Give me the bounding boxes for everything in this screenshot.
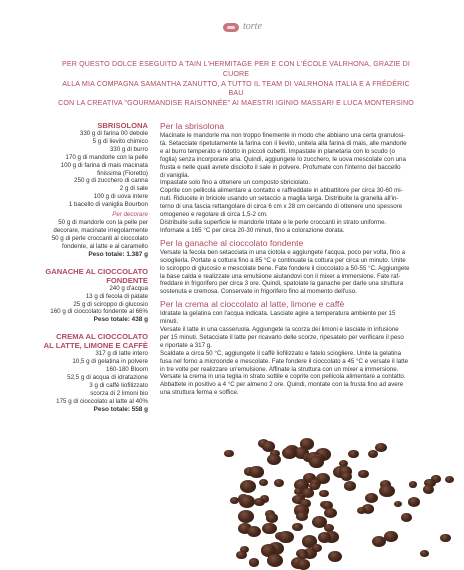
tag-icon xyxy=(223,23,239,32)
intro-line: ALLA MIA COMPAGNA SAMANTHA ZANUTTO, A TUTTO IL TEAM DI VALRHONA ITALIA E A FRÉDÉRIC BAU xyxy=(62,79,410,98)
ingredient-block-ganache xyxy=(24,267,148,325)
method-line: Distribuite sulla superficie le mandorle tritate e le perle croccanti in strato uniforme. xyxy=(160,218,387,226)
method-line: Scaldate a circa 50 °C, aggiungete il caffè liofilizzato e fatelo sciogliere. Unite la gelatina xyxy=(160,349,402,357)
method-line: una struttura ferma e soffice. xyxy=(160,389,239,397)
chocolate-drop xyxy=(379,485,395,497)
method-line: Abbattete in positivo a 4 °C per almeno 2 ore. Quindi, montate con la frusta fino ad avere xyxy=(160,381,404,389)
ingredient-title: SBRISOLONA xyxy=(97,121,148,130)
chocolate-drop xyxy=(409,481,418,488)
ingredient-line: 317 g di latte intero xyxy=(95,350,148,358)
ingredients-column xyxy=(24,121,148,414)
ingredient-line: 160-180 Bloom xyxy=(106,366,148,374)
ingredient-line: 13 g di fecola di patate xyxy=(85,292,148,300)
method-line: tà. Setacciate ripetutamente la farina con il lievito, unitela alla farina di mais, alle mandorle xyxy=(160,139,407,147)
ingredient-line: 330 g di burro xyxy=(109,145,148,153)
chocolate-drop xyxy=(341,472,353,481)
chocolate-drop xyxy=(266,513,278,522)
ingredient-line: 50 g di mandorle con la pelle per xyxy=(58,219,148,227)
ingredient-total: Peso totale: 1.387 g xyxy=(88,250,148,258)
ingredient-line: 170 g di mandorle con la pelle xyxy=(65,153,148,161)
ingredient-title: FONDENTE xyxy=(106,275,148,285)
chocolate-drop xyxy=(296,512,308,522)
section-title: torte xyxy=(243,21,262,32)
intro-line: CON LA CREATIVA "GOURMANDISE RAISONNÉE" AI MAESTRI IGINIO MASSARI E LUCA MONTERSINO xyxy=(58,99,414,108)
ingredient-line: 3 g di caffè liofilizzato xyxy=(89,381,148,389)
method-line: Macinate le mandorle ma non troppo finemente in modo che abbiano una certa granulosi- xyxy=(160,132,406,139)
chocolate-drop xyxy=(247,526,261,537)
method-line: sostenuta e cremosa. Conservate in frigorifero fino al momento dell'uso. xyxy=(160,288,357,296)
method-line: Coprite con pellicola alimentare a contatto e raffreddate in abbattitore per circa 30-60 mi- xyxy=(160,187,403,195)
ingredient-line: 52,5 g di acqua di idratazione xyxy=(67,374,148,382)
chocolate-drop xyxy=(445,476,455,484)
chocolate-drop xyxy=(420,550,428,557)
intro-line: PER QUESTO DOLCE ESEGUITO A TAIN L'HERMITAGE PER E CON L'ÉCOLE VALRHONA, GRAZIE DI CUORE xyxy=(61,60,411,78)
method-heading: Per la ganache al cioccolato fondente xyxy=(160,237,304,248)
method-line: frusta e nelle quali avrete disciolto il sale in polvere. Profumate con l'interno del baccello xyxy=(160,163,401,171)
chocolate-drop xyxy=(394,501,402,508)
chocolate-drop xyxy=(365,493,377,503)
method-line: terno di una fascia rettangolare di circa 6 cm x 28 cm cercando di ottenere uno spessore xyxy=(160,203,403,211)
method-line: freddare in frigorifero per circa 3 ore. Quindi, spatolate la ganache per darle una struttura xyxy=(160,280,404,288)
method-line: e al burro temperato e ridotto in piccoli cubetti. Impastate in planetaria con lo scudo (o xyxy=(160,147,395,155)
method-line: foglia) senza incorporare aria. Quindi, aggiungete lo zucchero, le uova mescolate con una xyxy=(160,155,406,163)
method-line: lo sciroppo di glucosio e mescolate bene. Fate fondere il cioccolato a 50-55 °C. Aggiungete xyxy=(160,264,410,272)
chocolate-drop xyxy=(249,558,259,566)
chocolate-drop xyxy=(358,470,369,479)
chocolate-drop xyxy=(224,450,233,458)
method-heading: Per la sbrisolona xyxy=(160,121,225,131)
chocolate-drop xyxy=(282,447,297,459)
chocolate-drop xyxy=(254,498,265,507)
method-section-ganache xyxy=(160,238,442,296)
ingredient-line: 10,5 g di gelatina in polvere xyxy=(72,358,148,366)
ingredient-line: 160 g di cioccolato fondente al 66% xyxy=(50,308,148,316)
chocolate-drop xyxy=(344,481,356,491)
method-line: per 15 minuti. Setacciate il latte per ricavarlo delle scorze, ripesatelo per verificare il peso xyxy=(160,333,404,341)
method-line: Infornate a 165 °C per circa 20-30 minuti, fino a colorazione dorata. xyxy=(160,226,345,234)
chocolate-drop xyxy=(239,495,255,508)
method-line: omogeneo e regolare di circa 1,5-2 cm. xyxy=(160,211,268,219)
chocolate-drop xyxy=(372,536,386,547)
ingredient-line: 25 g di sciroppo di glucosio xyxy=(73,300,148,308)
chocolate-drop xyxy=(249,466,263,477)
ingredient-line: 250 g di zucchero di canna xyxy=(74,177,148,185)
page-header xyxy=(0,21,464,35)
chocolate-drop xyxy=(236,551,247,560)
ingredient-total: Peso totale: 558 g xyxy=(93,405,148,413)
chocolate-drop xyxy=(259,479,268,486)
ingredient-block-sbrisolona xyxy=(24,121,148,259)
method-line: Versate la fecola ben setacciata in una ciotola e aggiungete l'acqua, poco per volta, fino a xyxy=(160,248,406,256)
method-line: Impastate solo fino a ottenere un composto sbriciolato. xyxy=(160,179,310,187)
ingredient-line: finissima (Fioretto) xyxy=(97,169,148,177)
ingredient-title: AL LATTE, LIMONE E CAFFÈ xyxy=(43,341,148,351)
chocolate-drops-photo xyxy=(180,418,464,565)
chocolate-drop xyxy=(278,531,293,543)
chocolate-drop xyxy=(324,508,336,518)
ingredient-line: 240 g d'acqua xyxy=(109,284,148,292)
chocolate-drop xyxy=(238,510,254,523)
method-section-crema xyxy=(160,299,442,397)
chocolate-drop xyxy=(440,534,451,543)
chocolate-drop xyxy=(408,497,421,507)
chocolate-drop xyxy=(319,490,329,498)
ingredient-total: Peso totale: 438 g xyxy=(93,316,148,324)
method-line: minuti. xyxy=(160,318,179,326)
method-line: di vaniglia. xyxy=(160,171,190,179)
chocolate-drop xyxy=(292,523,303,532)
ingredient-line: 1 bacello di vaniglia Bourbon xyxy=(68,201,148,209)
method-line: nuti. Riducete in briciole usando un setaccio a maglia larga. Distribuite la granella all'in- xyxy=(160,195,399,203)
chocolate-drop xyxy=(348,450,358,458)
chocolate-drop xyxy=(262,523,276,534)
ingredient-line: 175 g di cioccolato al latte al 40% xyxy=(56,397,148,405)
method-column xyxy=(160,121,442,397)
ingredient-line: scorza di 2 limoni bio xyxy=(90,389,148,397)
method-line: e riportate a 317 g. xyxy=(160,341,212,349)
ingredient-title: CREMA AL CIOCCOLATO xyxy=(56,332,148,342)
method-line: Versate la crema in una teglia in strato sottile e coprite con pellicola alimentare a contatto. xyxy=(160,373,406,381)
method-heading: Per la crema al cioccolato al latte, limone e caffè xyxy=(160,299,345,310)
ingredient-line: fondente, al latte e al caramello xyxy=(62,242,148,250)
chocolate-drop xyxy=(401,513,412,522)
chocolate-drop xyxy=(274,479,284,487)
chocolate-drop xyxy=(423,485,434,494)
ingredient-line: 330 g di farina 00 debole xyxy=(79,130,148,137)
ingredient-subtitle: Per decorare xyxy=(112,211,148,219)
chocolate-drop xyxy=(309,456,323,468)
ingredient-title: GANACHE AL CIOCCOLATO xyxy=(45,266,148,276)
ingredient-line: decorare, macinate irregolarmente xyxy=(53,226,148,234)
chocolate-drop xyxy=(328,551,342,562)
method-line: Idratate la gelatina con l'acqua indicata. Lasciate agire a temperatura ambiente per 15 xyxy=(160,310,396,318)
method-line: in tre volte per realizzare un'emulsione. Affinate la struttura con un mixer a immersione. xyxy=(160,365,399,373)
chocolate-drop xyxy=(230,497,239,504)
intro-dedication xyxy=(56,60,416,109)
ingredient-block-crema xyxy=(24,332,148,413)
method-line: fusa nel forno a microonde e mescolate. Fate fondere il cioccolato a 45 °C e versate il latte xyxy=(160,357,409,365)
ingredient-line: 50 g di perle croccanti al cioccolato xyxy=(51,234,148,242)
ingredient-line: 5 g di lievito chimico xyxy=(92,137,148,145)
method-section-sbrisolona xyxy=(160,121,442,235)
chocolate-drop xyxy=(368,450,378,458)
method-line: Versate il latte in una casseruola. Aggiungete la scorza dei limoni e lasciate in infusione xyxy=(160,326,399,334)
ingredient-line: 100 g di uova intere xyxy=(93,193,148,201)
chocolate-drop xyxy=(384,531,397,542)
method-line: la base calda e realizzate una emulsione aiutandovi con il mixer a immersione. Fate raf- xyxy=(160,272,401,280)
ingredient-line: 100 g di farina di mais macinata xyxy=(60,161,148,169)
chocolate-drop xyxy=(240,480,256,493)
chocolate-drop xyxy=(267,454,281,465)
ingredient-line: 2 g di sale xyxy=(119,185,148,193)
method-line: scioglierla. Portate a cottura fino a 85 °C e continuate la cottura per circa un minuto. Unite xyxy=(160,256,406,264)
